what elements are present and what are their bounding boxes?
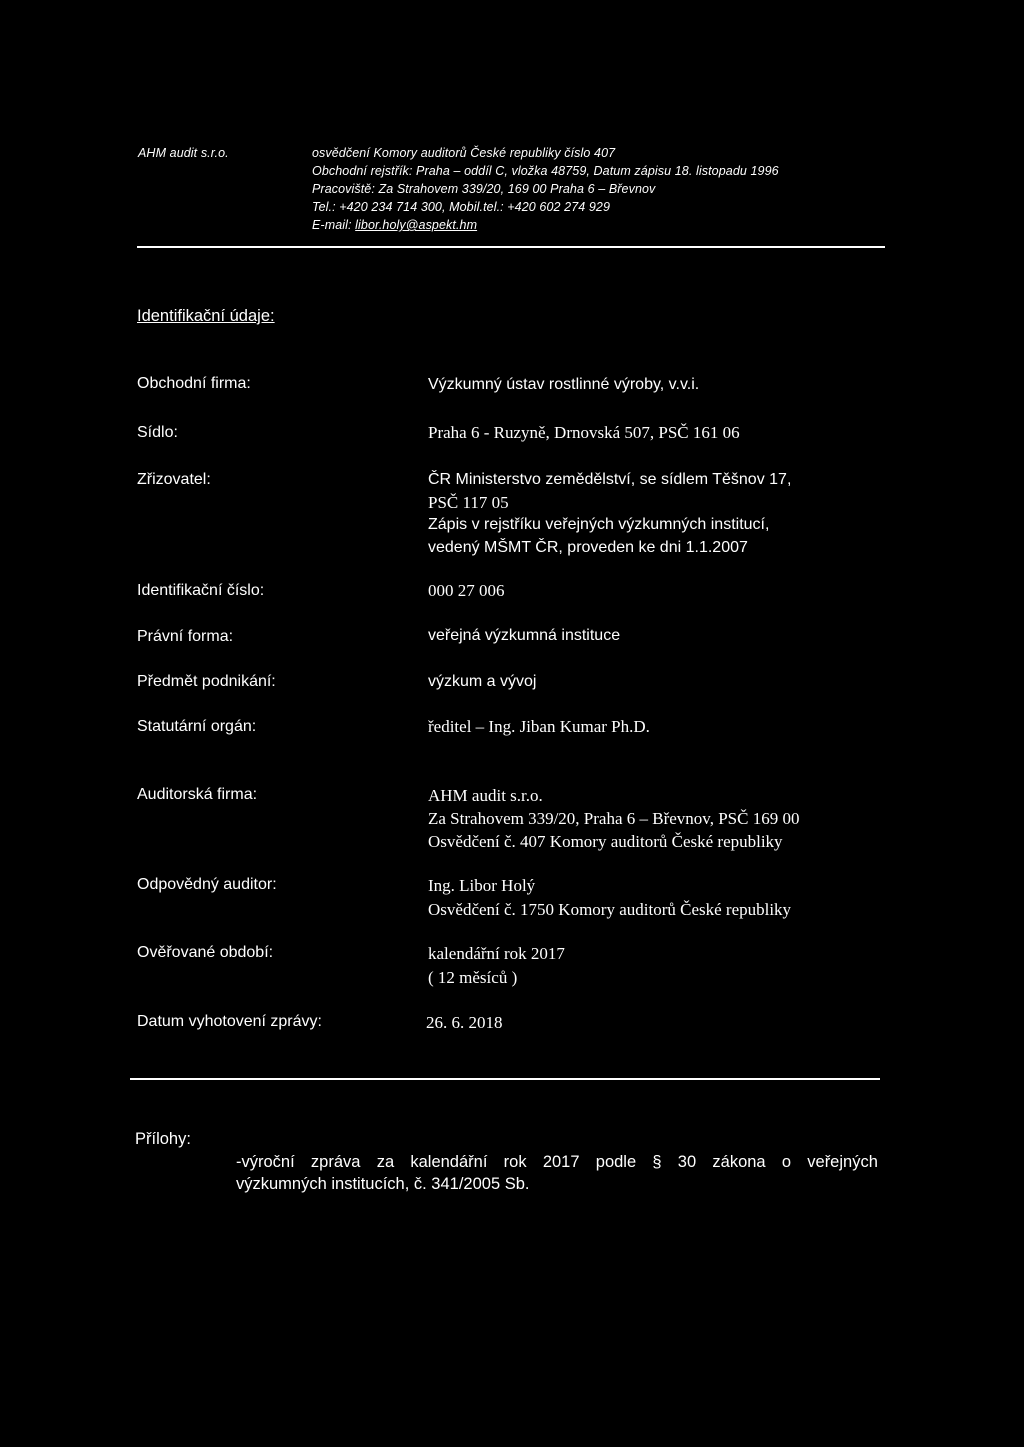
value-obdobi — [428, 942, 565, 990]
zrizovatel-line-3: Zápis v rejstříku veřejných výzkumných institucí, — [428, 516, 770, 533]
label-obchodni-firma: Obchodní firma: — [137, 375, 251, 392]
attach-word: 30 — [677, 1153, 697, 1171]
attach-word: 2017 — [542, 1153, 580, 1171]
header-divider — [137, 246, 885, 248]
obdobi-line-1: kalendářní rok 2017 — [428, 944, 565, 963]
label-odpovedny-auditor: Odpovědný auditor: — [137, 876, 277, 893]
zrizovatel-line-4: vedený MŠMT ČR, proveden ke dni 1.1.2007 — [428, 538, 748, 556]
header-firm: AHM audit s.r.o. — [138, 146, 229, 160]
attach-word: kalendářní — [410, 1153, 488, 1171]
label-auditorska-firma: Auditorská firma: — [137, 786, 258, 803]
label-sidlo: Sídlo: — [137, 424, 178, 441]
header-email-label: E-mail: — [312, 218, 356, 232]
header-email-line — [312, 216, 779, 234]
attachment-line-1 — [236, 1151, 878, 1173]
attach-word: § — [652, 1153, 662, 1171]
zrizovatel-line-2: PSČ 117 05 — [428, 492, 509, 512]
header-line-2: Obchodní rejstřík: Praha – oddíl C, vložka 48759, Datum zápisu 18. listopadu 1996 — [312, 164, 779, 178]
auditor-firm-line-3: Osvědčení č. 407 Komory auditorů České republiky — [428, 832, 783, 851]
label-ic: Identifikační číslo: — [137, 582, 265, 599]
label-pravni-forma: Právní forma: — [137, 628, 234, 645]
value-statutarni: ředitel – Ing. Jiban Kumar Ph.D. — [428, 717, 650, 736]
attach-word: -výroční — [236, 1153, 295, 1171]
value-odpovedny-auditor — [428, 874, 791, 922]
header-details — [312, 144, 779, 234]
zrizovatel-line-1: ČR Ministerstvo zemědělství, se sídlem Těšnov 17, — [428, 471, 792, 488]
label-zrizovatel: Zřizovatel: — [137, 471, 211, 488]
auditor-firm-line-1: AHM audit s.r.o. — [428, 786, 543, 805]
auditor-line-1: Ing. Libor Holý — [428, 876, 536, 895]
attach-word: za — [376, 1153, 395, 1171]
value-datum: 26. 6. 2018 — [426, 1013, 503, 1032]
section-title: Identifikační údaje: — [137, 307, 275, 325]
value-zrizovatel — [428, 469, 791, 559]
attach-word: zpráva — [310, 1153, 361, 1171]
value-pravni-forma: veřejná výzkumná instituce — [428, 627, 621, 644]
auditor-line-2: Osvědčení č. 1750 Komory auditorů České republiky — [428, 900, 792, 919]
value-obchodni-firma: Výzkumný ústav rostlinné výroby, v.v.i. — [428, 376, 700, 393]
attach-word: podle — [595, 1153, 637, 1171]
attachments-text — [236, 1151, 878, 1195]
auditor-firm-line-2: Za Strahovem 339/20, Praha 6 – Břevnov, PSČ 169 00 — [428, 809, 800, 828]
attachment-line-2: výzkumných institucích, č. 341/2005 Sb. — [236, 1175, 530, 1193]
header-line-4: Tel.: +420 234 714 300, Mobil.tel.: +420 602 274 929 — [312, 200, 611, 214]
label-statutarni: Statutární orgán: — [137, 718, 257, 735]
value-predmet: výzkum a vývoj — [428, 673, 537, 690]
label-predmet: Předmět podnikání: — [137, 673, 276, 690]
footer-divider — [130, 1078, 880, 1080]
attach-word: rok — [503, 1153, 527, 1171]
attach-word: o — [781, 1153, 792, 1171]
attach-word: veřejných — [807, 1153, 878, 1171]
value-sidlo: Praha 6 - Ruzyně, Drnovská 507, PSČ 161 06 — [428, 423, 740, 442]
label-prilohy: Přílohy: — [135, 1130, 191, 1148]
label-obdobi: Ověřované období: — [137, 944, 274, 961]
header-email-link[interactable]: libor.holy@aspekt.hm — [355, 218, 478, 232]
value-ic: 000 27 006 — [428, 581, 505, 600]
obdobi-line-2: ( 12 měsíců ) — [428, 968, 518, 987]
value-auditorska-firma — [428, 784, 799, 853]
attach-word: zákona — [712, 1153, 766, 1171]
label-datum: Datum vyhotovení zprávy: — [137, 1013, 322, 1030]
header-line-3: Pracoviště: Za Strahovem 339/20, 169 00 Praha 6 – Břevnov — [312, 182, 656, 196]
header-line-1: osvědčení Komory auditorů České republiky číslo 407 — [312, 146, 616, 160]
